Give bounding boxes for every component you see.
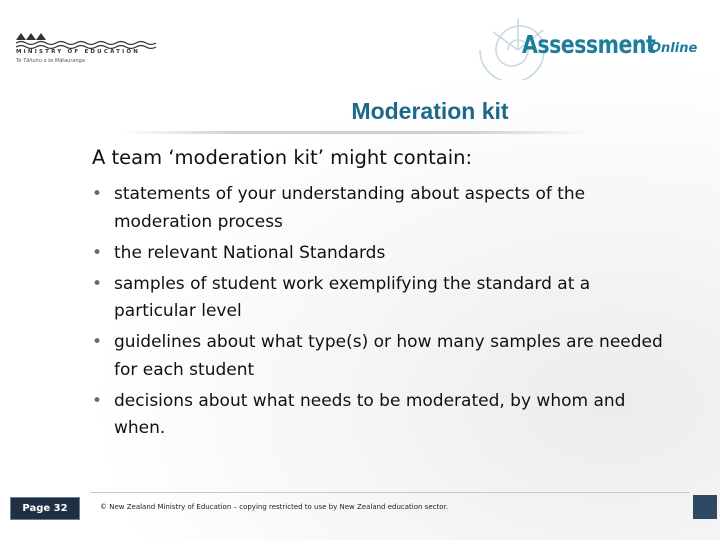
copyright-text: © New Zealand Ministry of Education – copying restricted to use by New Zealand education sector. — [100, 503, 448, 511]
footer-corner-block — [693, 495, 717, 519]
slide-title: Moderation kit — [351, 98, 509, 124]
title-divider — [120, 131, 590, 134]
brand-main-text: Assessment — [522, 30, 656, 59]
list-item — [92, 240, 672, 268]
ministry-name: MINISTRY OF EDUCATION — [16, 49, 140, 55]
list-item — [92, 181, 672, 236]
intro-text: A team ‘moderation kit’ might contain: — [92, 146, 473, 169]
bullet-icon: • — [92, 273, 103, 294]
page-number-badge: Page 32 — [10, 497, 80, 520]
list-item — [92, 271, 672, 326]
bullet-text: guidelines about what type(s) or how many samples are needed for each student — [114, 332, 663, 380]
bullet-icon: • — [92, 390, 103, 411]
bullet-text: samples of student work exemplifying the standard at a particular level — [114, 273, 591, 321]
bullet-icon: • — [92, 242, 103, 263]
bullet-icon: • — [92, 332, 103, 352]
bullet-list — [92, 181, 672, 446]
bullet-text: the relevant National Standards — [114, 242, 386, 263]
assessment-online-logo — [522, 30, 698, 59]
footer-divider — [90, 492, 690, 493]
list-item — [92, 329, 672, 384]
brand-sub-text: Online — [650, 41, 698, 56]
ministry-tagline: Te Tāhuhu o te Mātauranga — [16, 58, 85, 64]
list-item — [92, 388, 672, 443]
bullet-text: statements of your understanding about aspects of the moderation process — [114, 184, 586, 232]
bullet-icon: • — [92, 184, 103, 204]
bullet-text: decisions about what needs to be moderated, by whom and when. — [114, 390, 626, 438]
